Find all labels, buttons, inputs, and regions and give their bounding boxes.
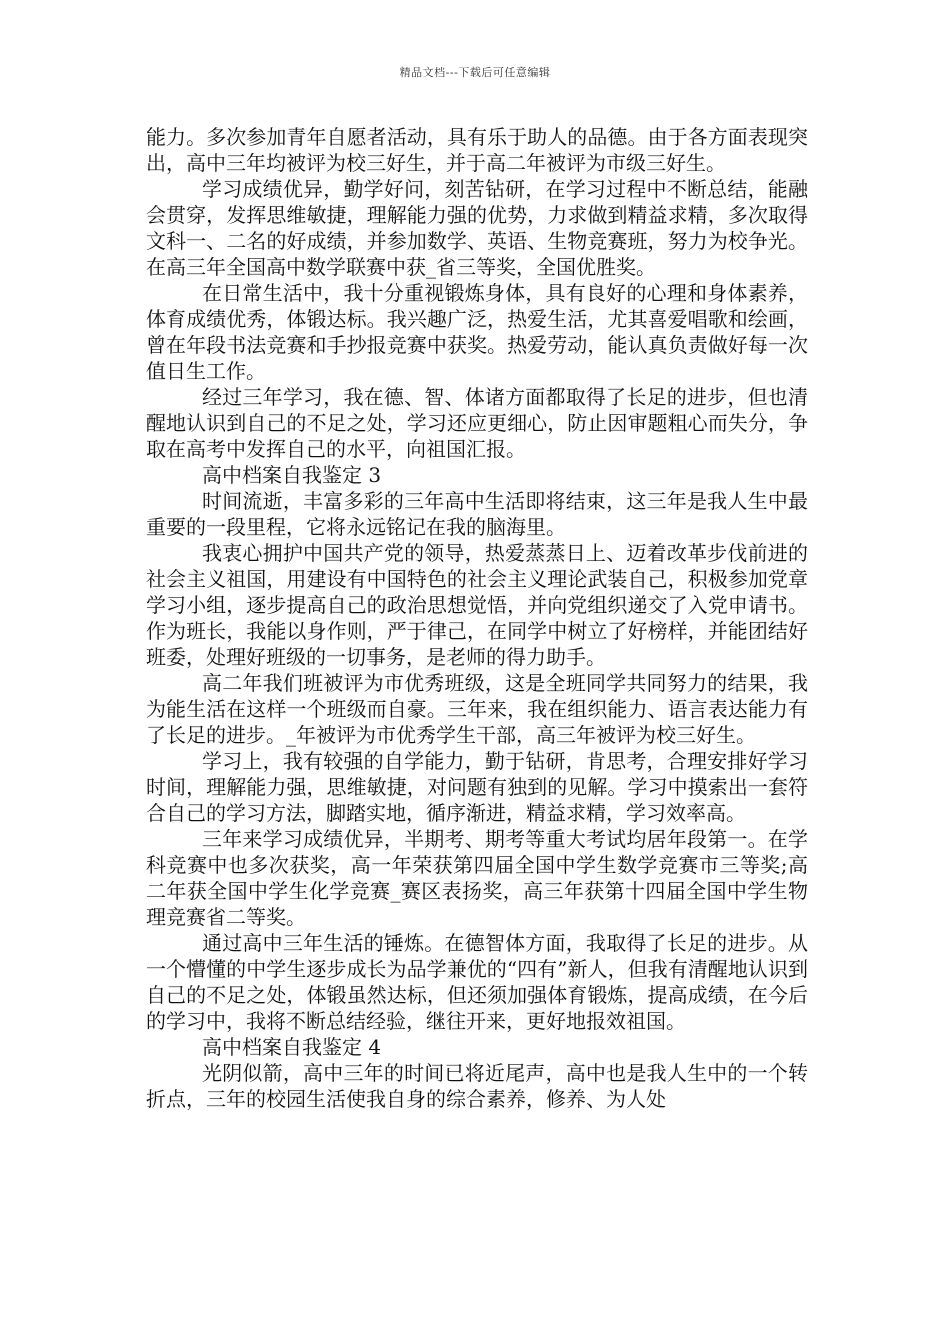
paragraph: 学习上，我有较强的自学能力，勤于钻研，肯思考，合理安排好学习时间，理解能力强，思维敏捷，对问题有独到的见解。学习中摸索出一套符合自己的学习方法，脚踏实地，循序渐进，精益求精，学习效率高。: [146, 749, 808, 825]
paragraph: 通过高中三年生活的锤炼。在德智体方面，我取得了长足的进步。从一个懵懂的中学生逐步成长为品学兼优的“四有”新人，但我有清醒地认识到自己的不足之处，体锻虽然达标，但还须加强体育锻炼，提高成绩，在今后的学习中，我将不断总结经验，继往开来，更好地报效祖国。: [146, 931, 808, 1033]
paragraph: 能力。多次参加青年自愿者活动，具有乐于助人的品德。由于各方面表现突出，高中三年均被评为校三好生，并于高二年被评为市级三好生。: [146, 125, 808, 175]
paragraph: 光阴似箭，高中三年的时间已将近尾声，高中也是我人生中的一个转折点，三年的校园生活使我自身的综合素养，修养、为人处: [146, 1061, 808, 1111]
paragraph: 高二年我们班被评为市优秀班级，这是全班同学共同努力的结果，我为能生活在这样一个班级而自豪。三年来，我在组织能力、语言表达能力有了长足的进步。_年被评为市优秀学生干部，高三年被评为校三好生。: [146, 671, 808, 747]
page-header: 精品文档---下载后可任意编辑: [399, 66, 551, 79]
paragraph: 时间流逝，丰富多彩的三年高中生活即将结束，这三年是我人生中最重要的一段里程，它将永远铭记在我的脑海里。: [146, 489, 808, 539]
paragraph: 在日常生活中，我十分重视锻炼身体，具有良好的心理和身体素养，体育成绩优秀，体锻达标。我兴趣广泛，热爱生活，尤其喜爱唱歌和绘画，曾在年段书法竞赛和手抄报竞赛中获奖。热爱劳动，能认真负责做好每一次值日生工作。: [146, 281, 808, 383]
section-heading: 高中档案自我鉴定 4: [202, 1035, 382, 1059]
paragraph: 学习成绩优异，勤学好问，刻苦钻研，在学习过程中不断总结，能融会贯穿，发挥思维敏捷，理解能力强的优势，力求做到精益求精，多次取得文科一、二名的好成绩，并参加数学、英语、生物竞赛班，努力为校争光。在高三年全国高中数学联赛中获_省三等奖，全国优胜奖。: [146, 177, 808, 279]
paragraph: 我衷心拥护中国共产党的领导，热爱蒸蒸日上、迈着改革步伐前进的社会主义祖国，用建设有中国特色的社会主义理论武装自己，积极参加党章学习小组，逐步提高自己的政治思想觉悟，并向党组织递交了入党申请书。作为班长，我能以身作则，严于律己，在同学中树立了好榜样，并能团结好班委，处理好班级的一切事务，是老师的得力助手。: [146, 541, 808, 669]
section-heading: 高中档案自我鉴定 3: [202, 463, 382, 487]
paragraph: 经过三年学习，我在德、智、体诸方面都取得了长足的进步，但也清醒地认识到自己的不足之处，学习还应更细心，防止因审题粗心而失分，争取在高考中发挥自己的水平，向祖国汇报。: [146, 385, 808, 461]
document-body: [146, 124, 808, 1112]
paragraph: 三年来学习成绩优异，半期考、期考等重大考试均居年段第一。在学科竞赛中也多次获奖，高一年荣获第四届全国中学生数学竞赛市三等奖;高二年获全国中学生化学竞赛_赛区表扬奖，高三年获第十四届全国中学生物理竞赛省二等奖。: [146, 827, 808, 929]
